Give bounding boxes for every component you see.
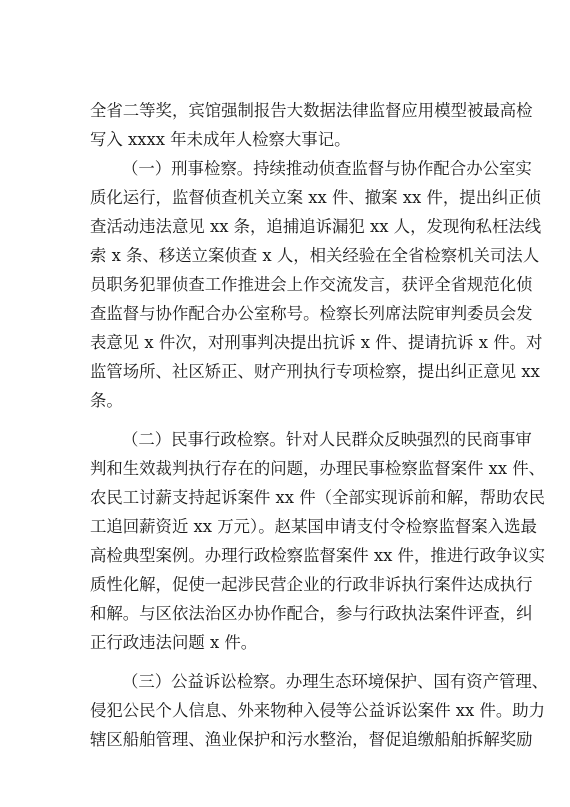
text-line: 写入 xxxx 年未成年人检察大事记。 [90,130,351,149]
text-line: 正行政违法问题 x 件。 [90,633,258,652]
text-line: 员职务犯罪侦查工作推进会上作交流发言，获评全省规范化侦 [90,275,533,294]
text-line: 查监督与协作配合办公室称号。检察长列席法院审判委员会发 [90,304,533,323]
text-line: 农民工讨薪支持起诉案件 xx 件（全部实现诉前和解，帮助农民 [90,488,546,507]
text-line: 高检典型案例。办理行政检察监督案件 xx 件，推进行政争议实 [90,546,546,565]
text-line: 判和生效裁判执行存在的问题，办理民事检察监督案件 xx 件、 [90,459,546,478]
section-heading-public-interest: （三）公益诉讼检察。办理生态环境保护、国有资产管理、 [122,672,549,691]
text-line: 和解。与区依法治区办协作配合，参与行政执法案件评查，纠 [90,604,533,623]
text-line: 质化运行，监督侦查机关立案 xx 件、撤案 xx 件，提出纠正侦 [90,188,542,207]
text-line: 查活动违法意见 xx 条，追捕追诉漏犯 xx 人，发现徇私枉法线 [90,217,542,236]
text-line: 质性化解，促使一起涉民营企业的行政非诉执行案件达成执行 [90,575,533,594]
text-line: 表意见 x 件次，对刑事判决提出抗诉 x 件、提请抗诉 x 件。对 [90,333,543,352]
section-heading-criminal: （一）刑事检察。持续推动侦查监督与协作配合办公室实 [122,159,532,178]
text-line: 侵犯公民个人信息、外来物种入侵等公益诉讼案件 xx 件。助力 [90,701,546,720]
text-line: 索 x 条、移送立案侦查 x 人，相关经验在全省检察机关司法人 [90,246,540,265]
text-line: 条。 [90,391,123,410]
text-line: 全省二等奖，宾馆强制报告大数据法律监督应用模型被最高检 [90,101,533,120]
text-line: 监管场所、社区矫正、财产刑执行专项检察，提出纠正意见 xx [90,362,540,381]
text-line: 工追回薪资近 xx 万元）。赵某国申请支付令检察监督案入选最 [90,517,537,536]
text-line: 辖区船舶管理、渔业保护和污水整治，督促追缴船舶拆解奖励 [90,730,533,749]
section-heading-civil-admin: （二）民事行政检察。针对人民群众反映强烈的民商事审 [122,430,532,449]
